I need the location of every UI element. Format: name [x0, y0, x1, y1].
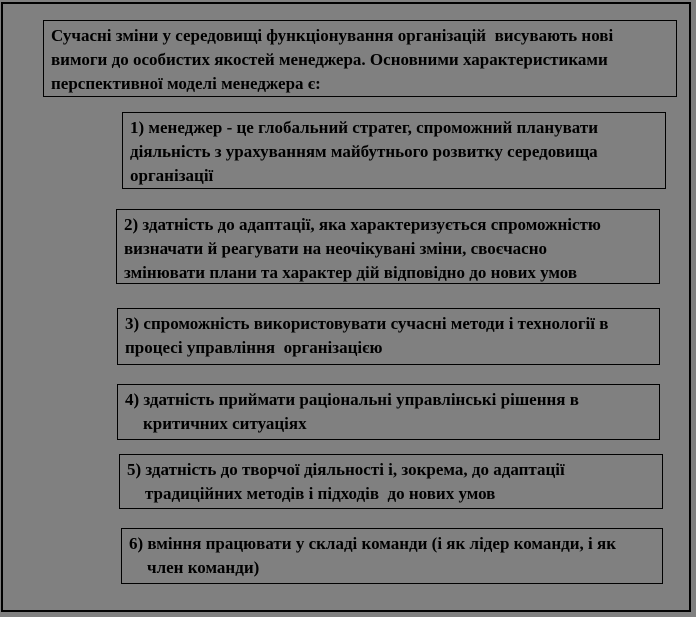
item-5-line-1: 5) здатність до творчої діяльності і, зокрема, до адаптації — [127, 460, 565, 479]
item-2-line-2: визначати й реагувати на неочікувані зміни, своєчасно — [124, 239, 547, 258]
intro-line-1: Сучасні зміни у середовищі функціонування організацій висувають нові — [51, 26, 614, 45]
item-2-line-3: змінювати плани та характер дій відповідно до нових умов — [124, 263, 578, 282]
item-4-line-2: критичних ситуаціях — [143, 414, 307, 433]
item-box-1 — [122, 112, 666, 189]
item-5-line-2: традиційних методів і підходів до нових умов — [145, 484, 496, 503]
item-box-3 — [117, 308, 660, 365]
intro-line-3: перспективної моделі менеджера є: — [51, 74, 321, 93]
item-3-line-2: процесі управління організацією — [125, 338, 383, 357]
intro-box — [43, 20, 677, 97]
item-box-4 — [117, 384, 660, 440]
intro-line-2: вимоги до особистих якостей менеджера. Основними характеристиками — [51, 50, 608, 69]
item-1-line-1: 1) менеджер - це глобальний стратег, спроможний планувати — [130, 118, 599, 137]
item-3-line-1: 3) спроможність використовувати сучасні методи і технології в — [125, 314, 609, 333]
item-box-2 — [116, 209, 660, 284]
item-1-line-2: діяльність з урахуванням майбутнього розвитку середовища — [130, 142, 598, 161]
item-2-line-1: 2) здатність до адаптації, яка характеризується спроможністю — [124, 215, 601, 234]
item-4-line-1: 4) здатність приймати раціональні управлінські рішення в — [125, 390, 579, 409]
item-6-line-1: 6) вміння працювати у складі команди (і як лідер команди, і як — [129, 534, 617, 553]
item-1-line-3: організації — [130, 166, 214, 185]
item-box-6 — [121, 528, 663, 584]
item-box-5 — [119, 454, 663, 509]
item-6-line-2: член команди) — [147, 558, 260, 577]
